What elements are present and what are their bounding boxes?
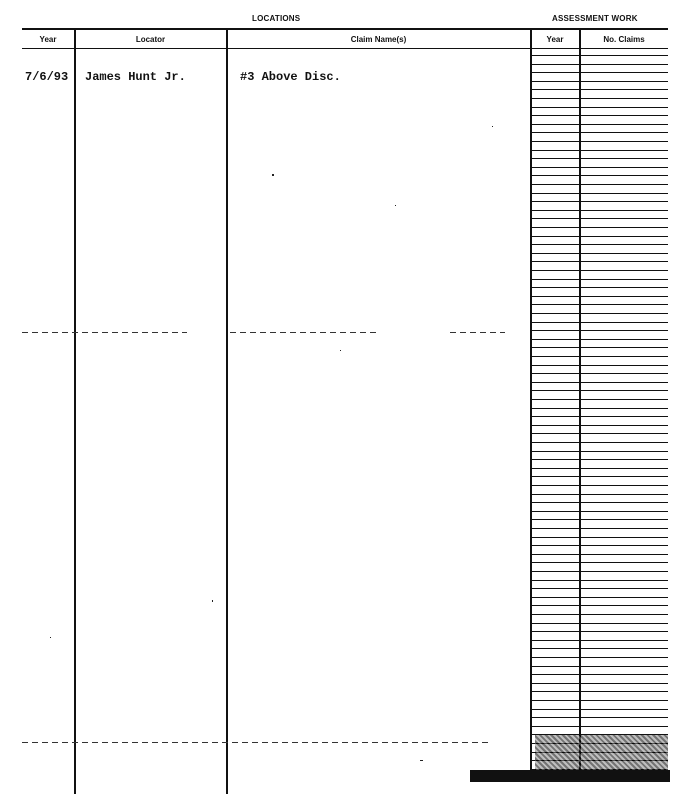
assessment-row-line — [530, 605, 668, 606]
assessment-row-line — [530, 468, 668, 469]
assessment-work-header: ASSESSMENT WORK — [552, 14, 638, 23]
assessment-row-line — [530, 347, 668, 348]
assessment-row-line — [530, 502, 668, 503]
assessment-row-line — [530, 107, 668, 108]
speck — [492, 126, 493, 127]
assessment-row-line — [530, 494, 668, 495]
entry-claim-name: #3 Above Disc. — [240, 70, 341, 84]
assessment-row-line — [530, 227, 668, 228]
fold-line-bottom — [22, 742, 492, 743]
assessment-row-line — [530, 124, 668, 125]
assessment-row-line — [530, 700, 668, 701]
assessment-row-line — [530, 623, 668, 624]
assessment-row-line — [530, 55, 668, 56]
assessment-row-line — [530, 175, 668, 176]
assessment-row-line — [530, 339, 668, 340]
speck — [50, 637, 51, 638]
assessment-row-line — [530, 356, 668, 357]
assessment-row-line — [530, 442, 668, 443]
assessment-row-line — [530, 519, 668, 520]
speck — [420, 760, 423, 761]
assessment-row-line — [530, 691, 668, 692]
assessment-row-line — [530, 158, 668, 159]
assessment-row-line — [530, 614, 668, 615]
assessment-row-line — [530, 98, 668, 99]
entry-year: 7/6/93 — [25, 70, 69, 84]
assessment-row-line — [530, 433, 668, 434]
scan-bar — [470, 770, 670, 782]
assessment-row-line — [530, 631, 668, 632]
fold-line-middle-3 — [450, 332, 505, 333]
assessment-row-line — [530, 313, 668, 314]
assessment-row-line — [530, 279, 668, 280]
fold-line-middle-2 — [230, 332, 380, 333]
assessment-row-line — [530, 184, 668, 185]
assessment-row-line — [530, 244, 668, 245]
speck — [395, 205, 396, 206]
assessment-row-line — [530, 571, 668, 572]
assessment-row-line — [530, 562, 668, 563]
assessment-row-line — [530, 390, 668, 391]
assessment-row-line — [530, 218, 668, 219]
assessment-row-line — [530, 132, 668, 133]
assessment-row-line — [530, 210, 668, 211]
assessment-row-line — [530, 640, 668, 641]
fold-line-middle — [22, 332, 187, 333]
assessment-row-line — [530, 528, 668, 529]
assessment-row-line — [530, 236, 668, 237]
assessment-row-line — [530, 322, 668, 323]
header-rule — [22, 48, 668, 49]
assessment-row-line — [530, 709, 668, 710]
assessment-row-line — [530, 81, 668, 82]
assessment-row-line — [530, 64, 668, 65]
entry-locator: James Hunt Jr. — [85, 70, 186, 84]
assessment-row-line — [530, 511, 668, 512]
assessment-row-line — [530, 717, 668, 718]
assessment-row-line — [530, 296, 668, 297]
speck — [272, 174, 274, 176]
assessment-row-line — [530, 537, 668, 538]
assessment-row-line — [530, 261, 668, 262]
year-column-header: Year — [39, 35, 57, 44]
assessment-row-line — [530, 304, 668, 305]
assessment-row-line — [530, 115, 668, 116]
assessment-row-line — [530, 425, 668, 426]
assessment-row-line — [530, 270, 668, 271]
assessment-row-line — [530, 373, 668, 374]
assessment-row-line — [530, 193, 668, 194]
locator-column-header: Locator — [135, 35, 166, 44]
column-divider-year — [74, 28, 76, 794]
assessment-row-line — [530, 287, 668, 288]
assessment-row-line — [530, 365, 668, 366]
assessment-row-line — [530, 408, 668, 409]
assessment-row-line — [530, 150, 668, 151]
assessment-row-line — [530, 382, 668, 383]
assessment-year-column-header: Year — [546, 35, 564, 44]
no-claims-column-header: No. Claims — [603, 35, 645, 44]
assessment-row-line — [530, 253, 668, 254]
assessment-row-line — [530, 545, 668, 546]
assessment-row-line — [530, 141, 668, 142]
assessment-row-line — [530, 167, 668, 168]
assessment-row-line — [530, 580, 668, 581]
assessment-row-line — [530, 476, 668, 477]
assessment-row-line — [530, 597, 668, 598]
assessment-row-line — [530, 72, 668, 73]
speck — [212, 600, 213, 602]
assessment-row-line — [530, 588, 668, 589]
assessment-row-line — [530, 726, 668, 727]
assessment-row-line — [530, 416, 668, 417]
assessment-row-line — [530, 648, 668, 649]
assessment-row-line — [530, 459, 668, 460]
scan-smudge — [535, 735, 668, 771]
claim-names-column-header: Claim Name(s) — [350, 35, 407, 44]
assessment-row-line — [530, 330, 668, 331]
assessment-row-line — [530, 485, 668, 486]
assessment-row-line — [530, 683, 668, 684]
locations-header: LOCATIONS — [252, 14, 301, 23]
speck — [340, 350, 341, 351]
assessment-row-line — [530, 554, 668, 555]
assessment-row-line — [530, 657, 668, 658]
assessment-row-line — [530, 201, 668, 202]
assessment-row-line — [530, 89, 668, 90]
assessment-row-line — [530, 666, 668, 667]
top-rule — [22, 28, 668, 30]
assessment-row-line — [530, 451, 668, 452]
assessment-row-line — [530, 674, 668, 675]
assessment-row-line — [530, 399, 668, 400]
column-divider-locator — [226, 28, 228, 794]
